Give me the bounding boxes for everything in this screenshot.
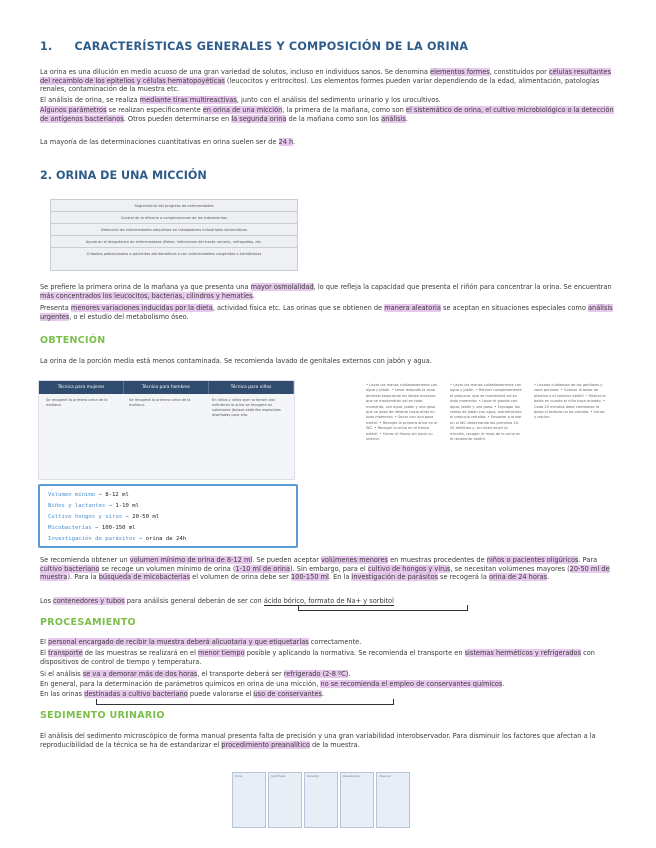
highlight: análisis urgentes — [40, 304, 613, 321]
section-2-number: 2. — [40, 169, 53, 182]
obtencion-heading: OBTENCIÓN — [40, 335, 106, 346]
note-line: Niños y lactantes → 1-10 ml — [48, 503, 139, 509]
scan-column: • Lavar las manos cuidadosamente con agua y jabón. • Retraer completamente el prepucio, que se mantendrá así en todo momento. • Lavar el glande con agua, jabón y una gasa. • Enjuagar los restos de jabón con agua, manteniendo el prepucio retraído. • Empezar a orinar en el WC desechando los primeros 20-25 mililitros y, sin interrumpir la micción, recoger el resto de la orina en el recipiente estéril. — [450, 383, 522, 442]
section-1-number: 1. — [40, 40, 53, 53]
highlight: en orina de una micción — [202, 106, 283, 114]
scan-column: • Lavado cuidadoso de los genitales y zona perineal. • Colocar la bolsa de plástico o el colector estéril. • Retirar la bolsa en cuanto el niño haya orinado. • Cada 20 minutos debe cambiarse la bolsa si todavía no ha orinado. • Cerrar y rotular. — [534, 383, 606, 420]
diagram-step: Observar — [376, 772, 410, 828]
uses-table — [50, 199, 298, 271]
note-line: Investigación de parásitos → orina de 24h — [48, 536, 187, 542]
diagram-step: Orina — [232, 772, 266, 828]
section-2-paragraph-2: Presenta menores variaciones inducidas por la dieta, actividad física etc. Las orinas que se obtienen de manera aleatoria se aceptan en situaciones especiales como análisis urgentes, o el estudio del metabolismo óseo. — [40, 304, 613, 321]
procesamiento-heading: PROCESAMIENTO — [40, 617, 136, 628]
section-1-paragraph-1: La orina es una dilución en medio acuoso de una gran variedad de solutos, incluso en individuos sanos. Se denomina elementos formes, constituidos por células resultantes del recambio de los epitelios y células hematopoyéticas (leucocitos y eritrocitos). Los elementos formes pueden variar dependiendo de la edad, alimentación, patologías renales, contaminación de la muestra etc. — [40, 68, 612, 94]
table-row: Cribados poblacionales o pacientes asintomáticos o con enfermedades congénitas o hereditarias — [86, 252, 262, 256]
section-1-paragraph-2: El análisis de orina, se realiza mediante tiras multireactivas, junto con el análisis del sedimento urinario y los urocultivos. — [40, 96, 441, 104]
table-header-cell: Técnica para hombres — [124, 381, 209, 394]
section-2-title: ORINA DE UNA MICCIÓN — [55, 169, 207, 182]
handwritten-volume-note — [38, 484, 298, 548]
procesamiento-paragraph-2: El transporte de las muestras se realizará en el menor tiempo posible y aplicando la normativa. Se recomienda el transporte en sistemas herméticos y refrigerados con dispositivos de control de tiempo y temperatura. — [40, 649, 595, 666]
table-cell: En niños y niñas que no tienen aún esfínteres la orina se recogerá en colectores (bolsas estériles especiales diseñadas para ello. — [212, 398, 281, 417]
note-line: Cultivo hongos y virus → 20-50 ml — [48, 514, 160, 520]
procesamiento-paragraph-3: Si el análisis se va a demorar más de dos horas, el transporte deberá ser refrigerado (2-8 ºC). — [40, 670, 351, 678]
obtencion-paragraph-3: Los contenedores y tubos para análisis general deberán de ser con ácido bórico, formato de Na+ y sorbitol — [40, 597, 394, 605]
note-line: Micobacterias → 100-150 ml — [48, 525, 136, 531]
note-line: Volumen mínimo → 8-12 ml — [48, 492, 129, 498]
section-1-title: CARACTERÍSTICAS GENERALES Y COMPOSICIÓN DE LA ORINA — [74, 40, 469, 53]
section-1-heading — [40, 40, 468, 53]
highlight: menores variaciones inducidas por la dieta — [70, 304, 213, 312]
table-header-cell: Técnica para mujeres — [39, 381, 124, 394]
highlight: mediante tiras multireactivas — [139, 96, 237, 104]
table-row — [39, 394, 294, 422]
obtencion-paragraph-1: La orina de la porción media está menos contaminada. Se recomienda lavado de genitales externos con jabón y agua. — [40, 357, 432, 365]
table-row: Seguimiento del progreso de enfermedades — [51, 200, 297, 212]
obtencion-paragraph-2: Se recomienda obtener un volumen mínimo de orina de 8-12 ml. Se pueden aceptar volúmenes menores en muestras procedentes de niños o pacientes oligúricos. Para cultivo bacteriano se recoge un volumen mínimo de orina (1-10 ml de orina). Sin embargo, para el cultivo de hongos y virus, se necesitan volúmenes mayores (20-50 ml de muestra). Para la búsqueda de micobacterias el volumen de orina debe ser 100-150 ml. En la investigación de parásitos se recogerá la orina de 24 horas. — [40, 556, 610, 582]
scanned-instructions — [358, 383, 628, 553]
highlight: análisis — [381, 114, 406, 123]
procesamiento-paragraph-1: El personal encargado de recibir la muestra deberá alicuotaria y que etiquetarlas correctamente. — [40, 638, 362, 646]
underlined-text: ácido bórico, formato de Na+ y sorbitol — [263, 597, 394, 605]
diagram-step: Decantar — [304, 772, 338, 828]
table-cell: Se recogerá la primera orina de la mañana. — [129, 398, 191, 407]
section-1-paragraph-3: Algunos parámetros se realizan específicamente en orina de una micción, la primera de la mañana, como son el sistemático de orina, el cultivo microbiológico o la detección de antígenos bacterianos. Otros pueden determinarse en la segunda orina de la mañana como son los análisis. — [40, 106, 614, 123]
scan-column: • Lavar las manos cuidadosamente con agua y jabón. • Lavar después la zona perineal separando los labios mayores que se mantendrán así en todo momento, con agua, jabón y una gasa que se pasa de delante hacia atrás en todo momento. • Secar con una gasa estéril. • Recoger la primera orina en el WC. • Recoger la orina en el frasco estéril. • Cerrar el frasco sin tocar su interior. — [366, 383, 438, 442]
table-row: Control de la eficacia o complicaciones de los tratamientos — [51, 212, 297, 224]
highlight: la segunda orina — [231, 114, 287, 123]
procesamiento-paragraph-5: En las orinas destinadas a cultivo bacteriano puede valorarse el uso de conservantes. — [40, 690, 324, 698]
diagram-step: Centrifugar — [268, 772, 302, 828]
table-cell: Se recogerá la primera orina de la mañana. — [46, 398, 108, 407]
highlight: el sistemático de orina, el cultivo microbiológico o la detección de antígenos bacterianos — [40, 106, 614, 123]
highlight: más concentrados los leucocitos, bacterias, cilindros y hematíes — [40, 291, 253, 300]
section-2-heading — [40, 169, 207, 182]
highlight: Algunos parámetros — [40, 106, 107, 114]
highlight: mayor osmolalidad — [250, 283, 314, 291]
highlight: manera aleatoria — [384, 304, 441, 312]
section-2-paragraph-1: Se prefiere la primera orina de la mañana ya que presenta una mayor osmolalidad, lo que refleja la capacidad que presenta el riñón para concentrar la orina. Se encuentran más concentrados los leucocitos, bacterias, cilindros y hematíes. — [40, 283, 612, 300]
technique-table — [38, 380, 295, 480]
section-1-paragraph-4: La mayoría de las determinaciones cuantitativas en orina suelen ser de 24 h. — [40, 138, 296, 146]
table-header-cell: Técnica para niños — [209, 381, 294, 394]
annotation-bracket — [298, 605, 468, 611]
highlight: elementos formes — [430, 68, 490, 76]
diagram-step: Resuspender — [340, 772, 374, 828]
table-row: Ayuda en el diagnóstico de enfermedades (fiebre, infecciones del tracto urinario, nefropatías, etc. — [51, 236, 297, 248]
sedimento-paragraph-1: El análisis del sedimento microscópico de forma manual presenta falta de precisión y una gran variabilidad interobservador. Para disminuir los factores que afectan a la reproducibilidad de la técnica se ha de estandarizar el procedimiento preanalítico de la muestra. — [40, 732, 596, 749]
annotation-bracket — [96, 699, 394, 705]
highlight: 24 h — [278, 138, 294, 146]
sedimento-heading: SEDIMENTO URINARIO — [40, 710, 165, 721]
procesamiento-paragraph-4: En general, para la determinación de parámetros químicos en orina de una micción, no se recomienda el empleo de conservantes químicos. — [40, 680, 505, 688]
highlight: células resultantes del recambio de los epitelios y células hematopoyéticas — [40, 68, 612, 85]
sediment-procedure-diagram — [228, 768, 416, 834]
table-row: Detección de enfermedades adquiridas en trabajadores industriales sintomáticos — [51, 224, 297, 236]
table-header — [39, 381, 294, 394]
